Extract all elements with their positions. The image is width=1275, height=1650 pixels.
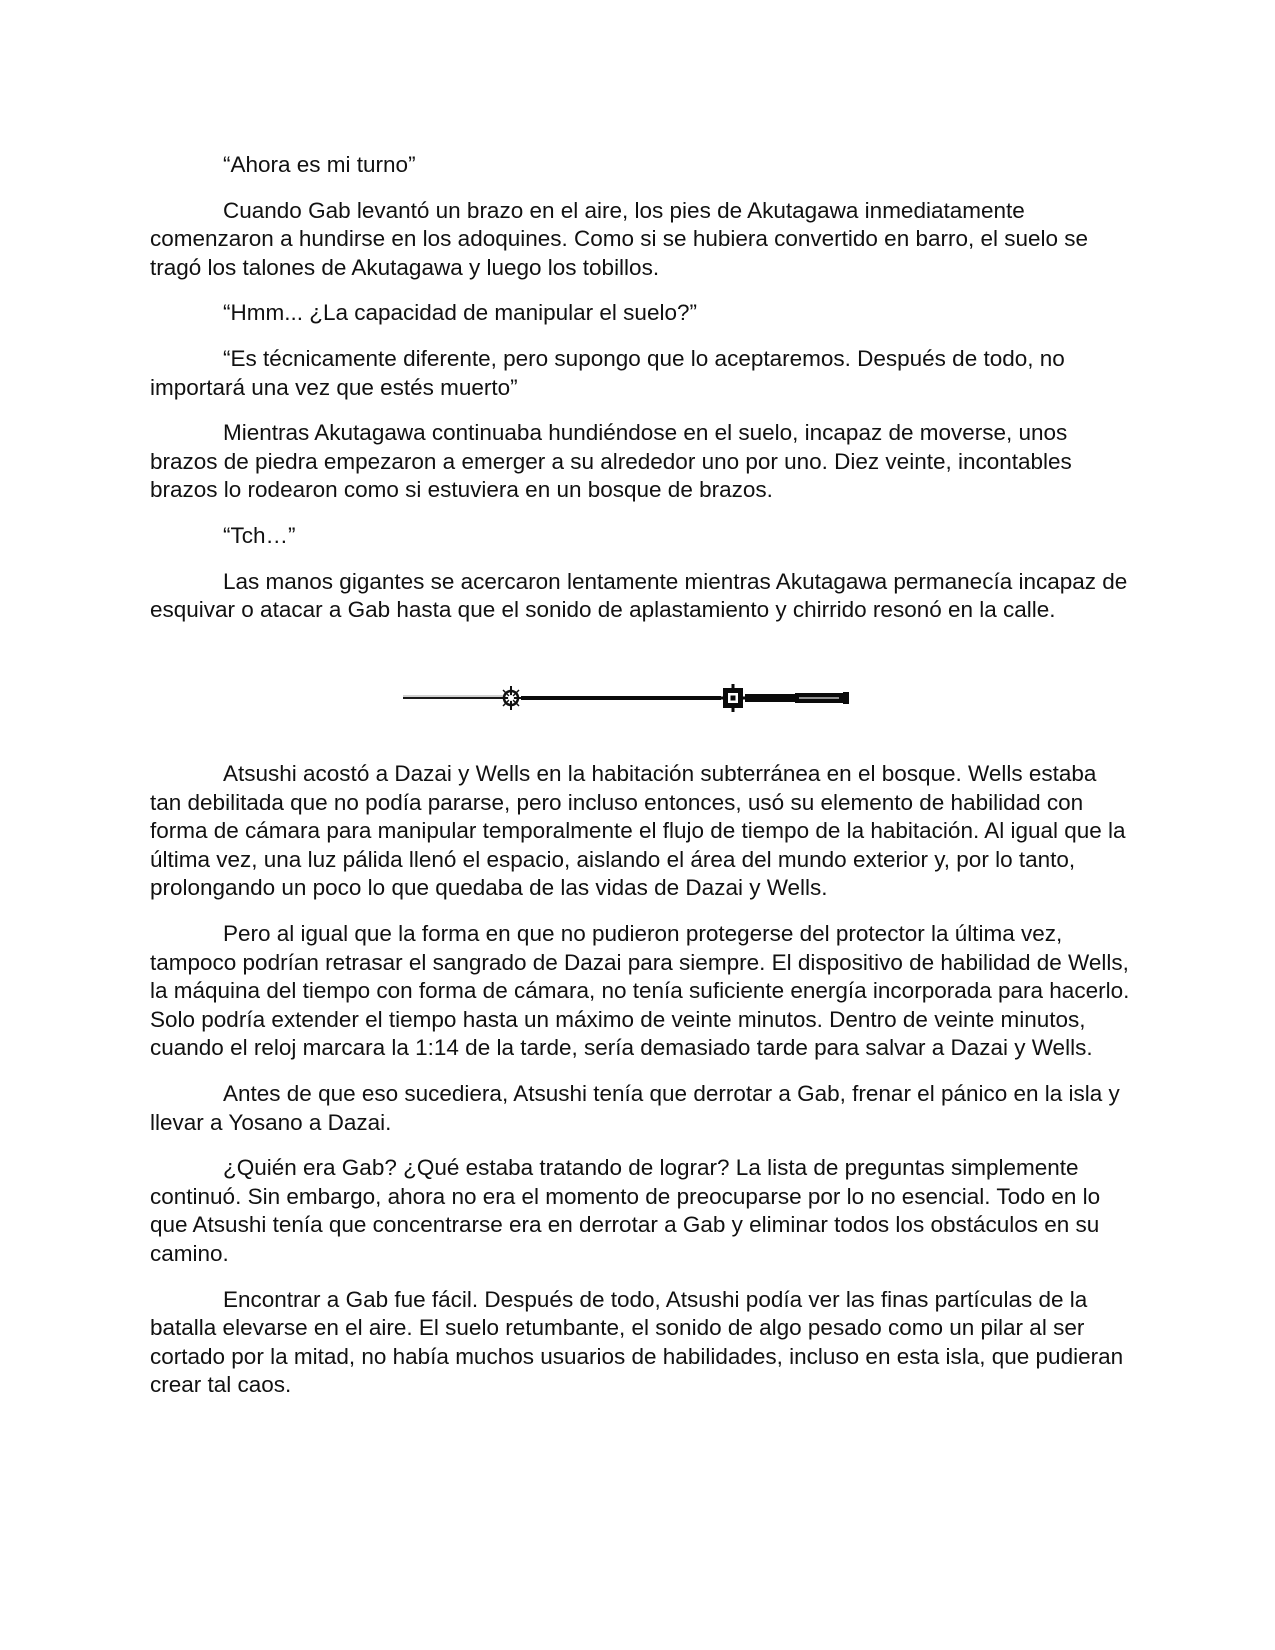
paragraph: Mientras Akutagawa continuaba hundiéndose en el suelo, incapaz de moverse, unos brazos de piedra empezaron a emerger a su alrededor uno por uno. Diez veinte, incontables brazos lo rodearon como si estuviera en un bosque de brazos. bbox=[150, 420, 1072, 503]
paragraph: “Ahora es mi turno” bbox=[223, 152, 416, 177]
paragraph: Cuando Gab levantó un brazo en el aire, los pies de Akutagawa inmediatamente comenzaron a hundirse en los adoquines. Como si se hubiera convertido en barro, el suelo se tragó los talones de Akutagawa y luego los tobillos. bbox=[150, 197, 1089, 280]
sword-divider-icon bbox=[403, 678, 869, 718]
paragraph: Las manos gigantes se acercaron lentamente mientras Akutagawa permanecía incapaz de esquivar o atacar a Gab hasta que el sonido de aplastamiento y chirrido resonó en la calle. bbox=[150, 568, 1128, 623]
paragraph: ¿Quién era Gab? ¿Qué estaba tratando de lograr? La lista de preguntas simplemente continuó. Sin embargo, ahora no era el momento de preocuparse por lo no esencial. Todo en lo que Atsushi tenía que concentrarse era en derrotar a Gab y eliminar todos los obstáculos en su camino. bbox=[150, 1155, 1101, 1266]
paragraph: Atsushi acostó a Dazai y Wells en la habitación subterránea en el bosque. Wells estaba tan debilitada que no podía pararse, pero incluso entonces, usó su elemento de habilidad con forma de cámara para manipular temporalmente el flujo de tiempo de la habitación. Al igual que la última vez, una luz pálida llenó el espacio, aislando el área del mundo exterior y, por lo tanto, prolongando un poco lo que quedaba de las vidas de Dazai y Wells. bbox=[150, 761, 1126, 901]
paragraph: Encontrar a Gab fue fácil. Después de todo, Atsushi podía ver las finas partículas de la batalla elevarse en el aire. El suelo retumbante, el sonido de algo pesado como un pilar al ser cortado por la mitad, no había muchos usuarios de habilidades, incluso en esta isla, que pudieran crear tal caos. bbox=[150, 1286, 1124, 1398]
paragraph: Antes de que eso sucediera, Atsushi tenía que derrotar a Gab, frenar el pánico en la isla y llevar a Yosano a Dazai. bbox=[150, 1080, 1120, 1135]
section-two bbox=[150, 760, 1130, 1417]
paragraph: “Tch…” bbox=[223, 522, 296, 548]
section-one bbox=[150, 151, 1130, 642]
paragraph: “Hmm... ¿La capacidad de manipular el suelo?” bbox=[223, 300, 697, 326]
paragraph: Pero al igual que la forma en que no pudieron protegerse del protector la última vez, tampoco podrían retrasar el sangrado de Dazai para siempre. El dispositivo de habilidad de Wells, la máquina del tiempo con forma de cámara, no tenía suficiente energía incorporada para hacerlo. Solo podría extender el tiempo hasta un máximo de veinte minutos. Dentro de veinte minutos, cuando el reloj marcara la 1:14 de la tarde, sería demasiado tarde para salvar a Dazai y Wells. bbox=[150, 920, 1130, 1061]
paragraph: “Es técnicamente diferente, pero supongo que lo aceptaremos. Después de todo, no importará una vez que estés muerto” bbox=[150, 345, 1065, 400]
